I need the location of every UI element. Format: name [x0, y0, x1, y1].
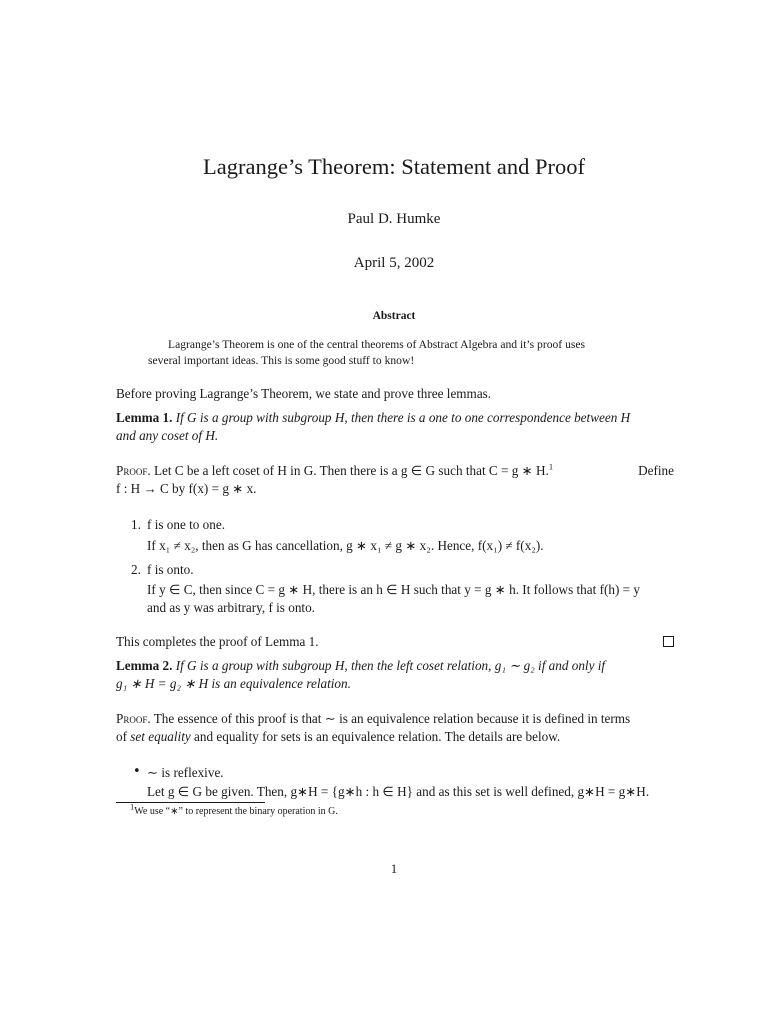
proof-2 — [116, 710, 674, 746]
proof-2-line-1: The essence of this proof is that ∼ is an equivalence relation because it is defined in terms — [153, 711, 631, 726]
list-item-2-body-line-2: and as y was arbitrary, f is onto. — [147, 600, 315, 615]
abstract-line-1: Lagrange’s Theorem is one of the central theorems of Abstract Algebra and it’s proof uses — [168, 338, 586, 351]
proof-2-label: Proof. — [116, 711, 151, 726]
paper-title: Lagrange’s Theorem: Statement and Proof — [203, 154, 585, 179]
lemma-1 — [116, 409, 674, 445]
list-item-2-title: f is onto. — [147, 562, 194, 577]
proof-2-line-2a: of — [116, 729, 127, 744]
abstract-line-2: several important ideas. This is some good stuff to know! — [148, 353, 415, 367]
bullet-head: ∼ is reflexive. — [147, 765, 224, 780]
lemma-2-label: Lemma 2. — [116, 658, 173, 673]
qed-square-icon — [663, 636, 674, 647]
footnote-marker: 1 — [548, 461, 554, 472]
list-item-1-title: f is one to one. — [147, 517, 226, 532]
lemma-2-line-2: g₁ ∗ H = g₂ ∗ H is an equivalence relation. — [116, 676, 351, 691]
lemma-2-line-1: If G is a group with subgroup H, then the left coset relation, g₁ ∼ g₂ if and only if — [175, 658, 606, 673]
proof-1-line-1b: Define — [638, 463, 674, 478]
lemma-1-label: Lemma 1. — [116, 410, 173, 425]
lemma-1-line-2: and any coset of H. — [116, 428, 219, 443]
proof-1-closing: This completes the proof of Lemma 1. — [116, 634, 319, 649]
footnote-text: We use “∗” to represent the binary operation in G. — [134, 806, 338, 817]
proof-2-emphasis: set equality — [130, 729, 191, 744]
list-item-2-body — [147, 581, 675, 617]
list-item-2-number: 2. — [131, 562, 141, 577]
footnote-rule — [116, 802, 265, 803]
author-name: Paul D. Humke — [347, 211, 441, 227]
bullet-icon: • — [133, 764, 141, 779]
intro-paragraph: Before proving Lagrange’s Theorem, we state and prove three lemmas. — [116, 386, 492, 401]
abstract-heading: Abstract — [372, 310, 416, 322]
proof-1-line-2: f : H → C by f(x) = g ∗ x. — [116, 481, 257, 496]
list-item-1-number: 1. — [131, 517, 141, 532]
proof-2-line-2b: and equality for sets is an equivalence relation. The details are below. — [194, 729, 561, 744]
lemma-2 — [116, 657, 674, 693]
footnote — [130, 801, 338, 817]
paper-date: April 5, 2002 — [353, 255, 435, 271]
list-item-1-body: If x₁ ≠ x₂, then as G has cancellation, g ∗ x₁ ≠ g ∗ x₂. Hence, f(x₁) ≠ f(x₂). — [147, 538, 544, 553]
proof-1-label: Proof. — [116, 463, 151, 478]
footnote-mark: 1 — [130, 801, 135, 812]
page-number: 1 — [390, 862, 398, 876]
proof-1-line-1a: Let C be a left coset of H in G. Then there is a g ∈ G such that C = g ∗ H. — [153, 463, 549, 478]
proof-1 — [116, 462, 674, 498]
abstract-text — [148, 337, 642, 368]
list-item-2-body-line-1: If y ∈ C, then since C = g ∗ H, there is an h ∈ H such that y = g ∗ h. It follows that f(h) = y — [147, 582, 640, 597]
bullet-body: Let g ∈ G be given. Then, g∗H = {g∗h : h ∈ H} and as this set is well defined, g∗H = g∗H. — [147, 784, 650, 799]
lemma-1-line-1: If G is a group with subgroup H, then there is a one to one correspondence between H — [175, 410, 631, 425]
